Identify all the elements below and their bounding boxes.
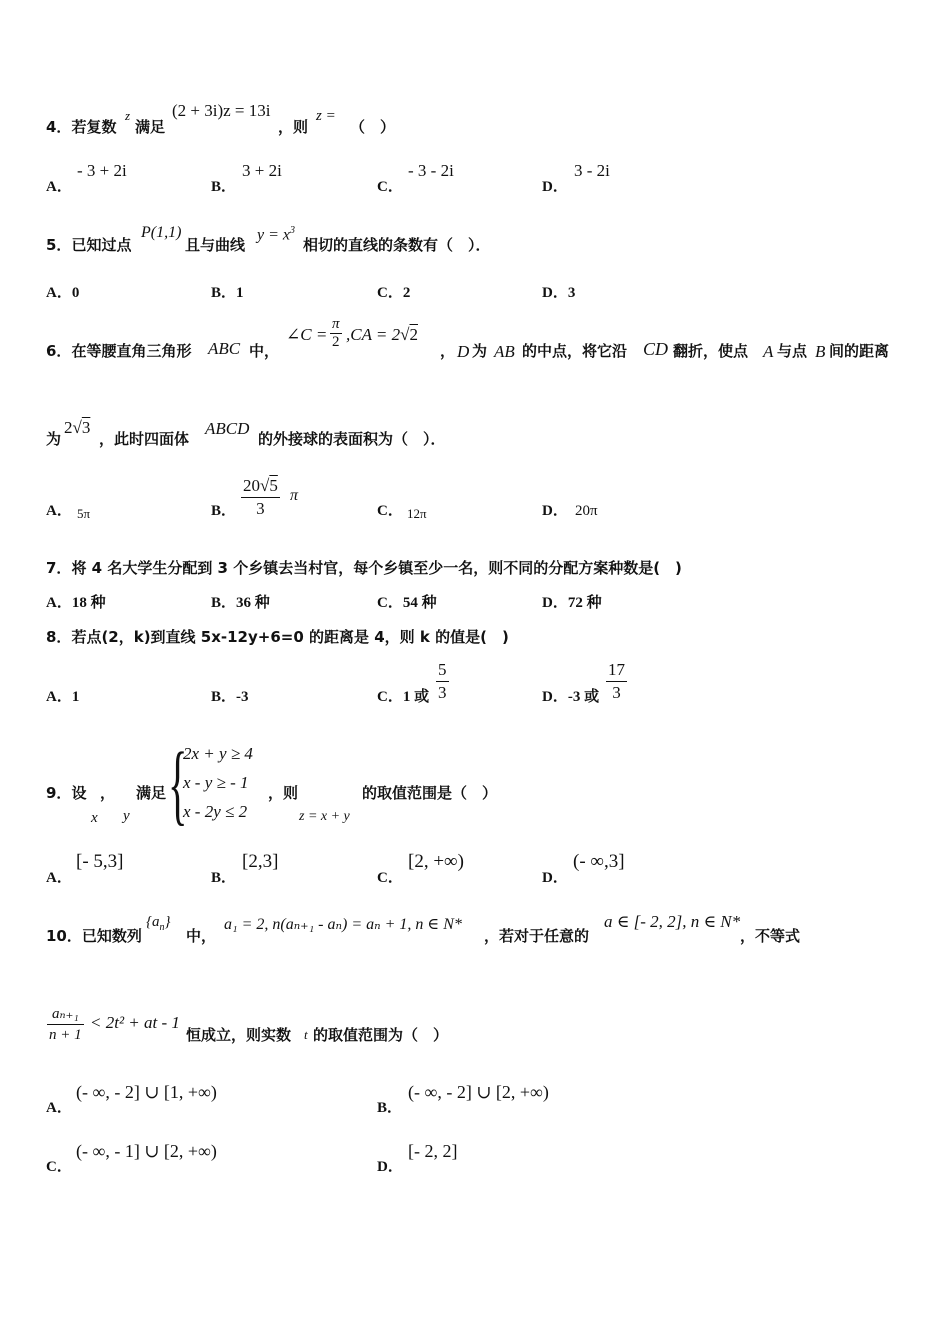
question-number: 8． xyxy=(46,628,72,646)
math-point: P(1,1) xyxy=(141,224,182,241)
option-value: - 3 + 2i xyxy=(77,161,127,180)
option-label: C．1 或 xyxy=(377,689,430,705)
math-b: B xyxy=(815,342,826,361)
option-value: [- 5,3] xyxy=(76,851,124,872)
q6-text-10: ，此时四面体 xyxy=(99,430,190,448)
system-brace: { xyxy=(168,735,188,834)
q6-text-6: 翻折，使点 xyxy=(673,342,749,360)
q6-text-3: ， xyxy=(440,342,456,360)
math-d: D xyxy=(457,342,470,361)
option-value: 3 + 2i xyxy=(242,161,282,180)
option-label: D．3 xyxy=(542,285,576,301)
option-value: (- ∞, - 1] ∪ [2, +∞) xyxy=(76,1141,217,1161)
option-label: A． xyxy=(46,1100,72,1116)
option-label: C．54 种 xyxy=(377,595,437,611)
option-label: A． xyxy=(46,870,72,886)
option-value: - 3 - 2i xyxy=(408,161,454,180)
question-number: 7． xyxy=(46,559,72,577)
option-value: 20π xyxy=(575,503,598,519)
option-label: C． xyxy=(377,179,403,195)
q4-text-3: ，则 xyxy=(278,118,309,136)
math-z: z xyxy=(125,108,131,123)
math-condition: a ∈ [- 2, 2], n ∈ N* xyxy=(604,912,741,931)
q5-text-3: 相切的直线的条数有（ ）． xyxy=(303,236,491,254)
q6-text-7: 与点 xyxy=(777,342,808,360)
question-number: 6． xyxy=(46,342,72,360)
q6-text-2: 中， xyxy=(249,342,280,360)
q10-text-4: ，不等式 xyxy=(740,927,801,945)
answer-paren: （ ） xyxy=(350,118,396,136)
option-label: D． xyxy=(542,179,568,195)
option-label: A． xyxy=(46,503,72,519)
option-label: D．-3 或 xyxy=(542,689,600,705)
q6-stem: 6．在等腰直角三角形 xyxy=(46,342,192,360)
fraction-pi-over-2: $\frac{\pi}{2}$ xyxy=(332,316,340,350)
math-x: x xyxy=(91,810,98,826)
option-value: [2,3] xyxy=(242,851,279,872)
q5-stem: 5．已知过点 xyxy=(46,236,132,254)
system-line-3: x - 2y ≤ 2 xyxy=(183,802,248,821)
fraction-5-over-3: $\frac{5}{3}$ xyxy=(438,660,447,702)
q4-stem: 4．若复数 xyxy=(46,118,117,136)
option-value: [- 2, 2] xyxy=(408,1141,458,1161)
q9-comma: ， xyxy=(100,784,116,802)
question-number: 4． xyxy=(46,118,72,136)
fraction-20root5-over-3: $\frac{20√5}{3}$ xyxy=(243,476,278,518)
option-label: C．2 xyxy=(377,285,411,301)
q6-text-5: 的中点，将它沿 xyxy=(522,342,628,360)
math-cd: CD xyxy=(643,339,669,359)
option-label: B．1 xyxy=(211,285,244,301)
option-label: B． xyxy=(211,870,237,886)
option-label: C． xyxy=(377,870,403,886)
math-ca: ,CA = 2√2 xyxy=(346,325,418,344)
option-label: C． xyxy=(377,503,403,519)
q10-text-5: 恒成立，则实数 xyxy=(186,1026,292,1044)
fraction-inequality: $\frac{\text{aₙ₊₁}}{n + 1}$ xyxy=(49,1006,82,1043)
option-value: 5π xyxy=(77,506,91,521)
q10-text-6: 的取值范围为（ ） xyxy=(313,1026,449,1044)
q10-stem: 10．已知数列 xyxy=(46,927,142,945)
option-label: B． xyxy=(211,503,237,519)
math-abcd: ABCD xyxy=(205,419,250,438)
option-label: D． xyxy=(377,1159,403,1175)
option-label: B．-3 xyxy=(211,689,249,705)
math-a: A xyxy=(763,342,774,361)
option-value: [2, +∞) xyxy=(408,851,464,872)
math-sequence: $\{a_n\}$ xyxy=(146,914,171,933)
math-inequality-rhs: < 2t² + at - 1 xyxy=(90,1013,180,1032)
system-line-2: x - y ≥ - 1 xyxy=(183,773,249,792)
question-number: 5． xyxy=(46,236,72,254)
option-value: (- ∞, - 2] ∪ [2, +∞) xyxy=(408,1082,549,1102)
q6-text-9: 为 xyxy=(46,430,62,448)
math-dist: 2√3 xyxy=(64,418,91,437)
q9-stem: 9．设 xyxy=(46,784,87,802)
q7-stem: 7．将 4 名大学生分配到 3 个乡镇去当村官，每个乡镇至少一名，则不同的分配方案种数是( ) xyxy=(46,559,682,577)
option-label: C． xyxy=(46,1159,72,1175)
q4-equation: (2 + 3i)z = 13i xyxy=(172,101,271,120)
math-z-sum: z = x + y xyxy=(299,809,350,824)
option-value: 3 - 2i xyxy=(574,161,610,180)
option-label: B． xyxy=(211,179,237,195)
q8-stem: 8．若点(2，k)到直线 5x-12y+6=0 的距离是 4，则 k 的值是( ) xyxy=(46,628,509,646)
option-value: (- ∞, - 2] ∪ [1, +∞) xyxy=(76,1082,217,1102)
q6-text-11: 的外接球的表面积为（ ）． xyxy=(258,430,446,448)
q6-text-8: 间的距离 xyxy=(829,342,890,360)
q9-text-2: 满足 xyxy=(136,784,167,802)
option-label: B． xyxy=(377,1100,403,1116)
q9-text-4: 的取值范围是（ ） xyxy=(362,784,498,802)
math-angle: ∠C = xyxy=(286,325,328,344)
math-t: t xyxy=(304,1027,308,1042)
q9-text-3: ，则 xyxy=(268,784,299,802)
q10-text-2: 中， xyxy=(186,927,217,945)
math-abc: ABC xyxy=(208,339,241,358)
question-number: 9． xyxy=(46,784,72,802)
math-curve: $y = x^3$ xyxy=(257,225,295,244)
system-line-1: 2x + y ≥ 4 xyxy=(183,744,253,763)
math-y: y xyxy=(123,808,130,824)
option-label: A．1 xyxy=(46,689,80,705)
option-label: A．18 种 xyxy=(46,595,106,611)
option-pi: π xyxy=(290,487,299,504)
math-z-eq: z = xyxy=(316,108,336,124)
option-label: A． xyxy=(46,179,72,195)
option-label: B．36 种 xyxy=(211,595,270,611)
fraction-17-over-3: $\frac{17}{3}$ xyxy=(608,660,625,702)
option-label: D． xyxy=(542,503,568,519)
q4-text-2: 满足 xyxy=(135,118,166,136)
option-label: A．0 xyxy=(46,285,80,301)
q5-text-2: 且与曲线 xyxy=(185,236,246,254)
question-number: 10． xyxy=(46,927,82,945)
option-label: D． xyxy=(542,870,568,886)
option-value: 12π xyxy=(407,506,427,521)
option-value: (- ∞,3] xyxy=(573,851,625,872)
q6-text-4: 为 xyxy=(472,342,488,360)
q10-text-3: ，若对于任意的 xyxy=(484,927,590,945)
option-label: D．72 种 xyxy=(542,595,602,611)
math-recurrence: a₁ = 2, n(aₙ₊₁ - aₙ) = aₙ + 1, n ∈ N* xyxy=(224,916,462,933)
math-ab: AB xyxy=(494,342,515,361)
